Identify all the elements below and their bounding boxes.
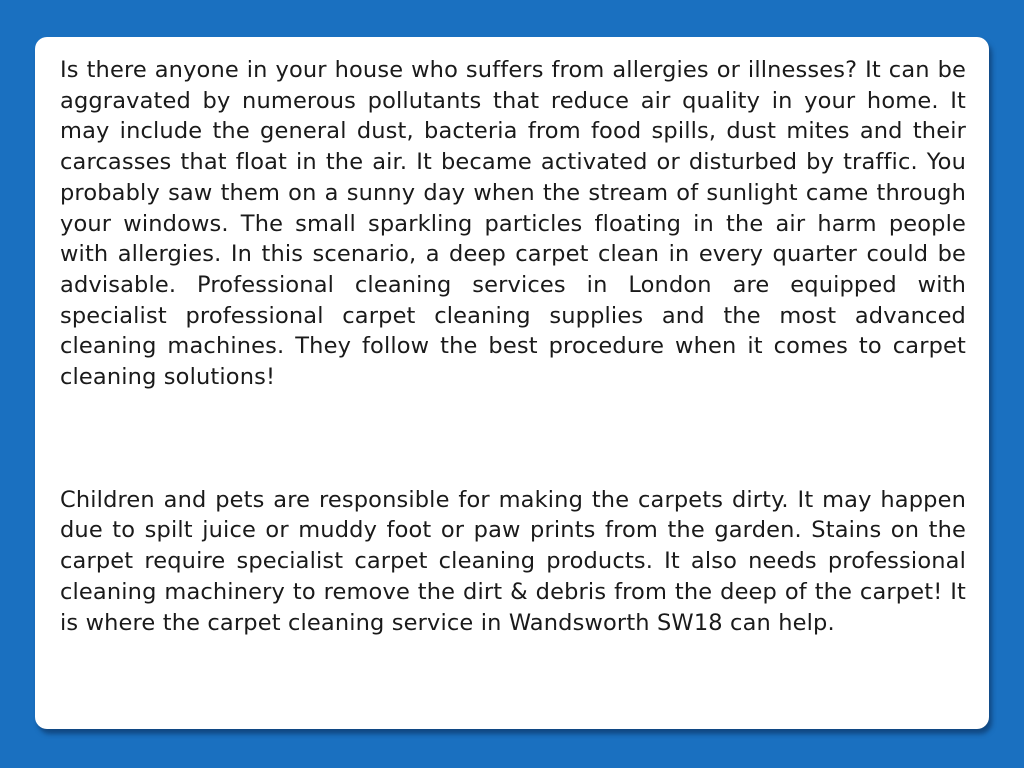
content-card bbox=[35, 37, 989, 729]
paragraph-allergies: Is there anyone in your house who suffers from allergies or illnesses? It can be aggravated by numerous pollutants that reduce air quality in your home. It may include the general dust, bacteria from food spills, dust mites and their carcasses that float in the air. It became activated or disturbed by traffic. You probably saw them on a sunny day when the stream of sunlight came through your windows. The small sparkling particles floating in the air harm people with allergies. In this scenario, a deep carpet clean in every quarter could be advisable. Professional cleaning services in London are equipped with specialist professional carpet cleaning supplies and the most advanced cleaning machines. They follow the best procedure when it comes to carpet cleaning solutions! bbox=[60, 57, 966, 391]
slide-body bbox=[60, 55, 966, 638]
paragraph-children-pets: Children and pets are responsible for making the carpets dirty. It may happen due to spilt juice or muddy foot or paw prints from the garden. Stains on the carpet require specialist carpet cleaning products. It also needs professional cleaning machinery to remove the dirt & debris from the deep of the carpet! It is where the carpet cleaning service in Wandsworth SW18 can help. bbox=[60, 486, 966, 636]
